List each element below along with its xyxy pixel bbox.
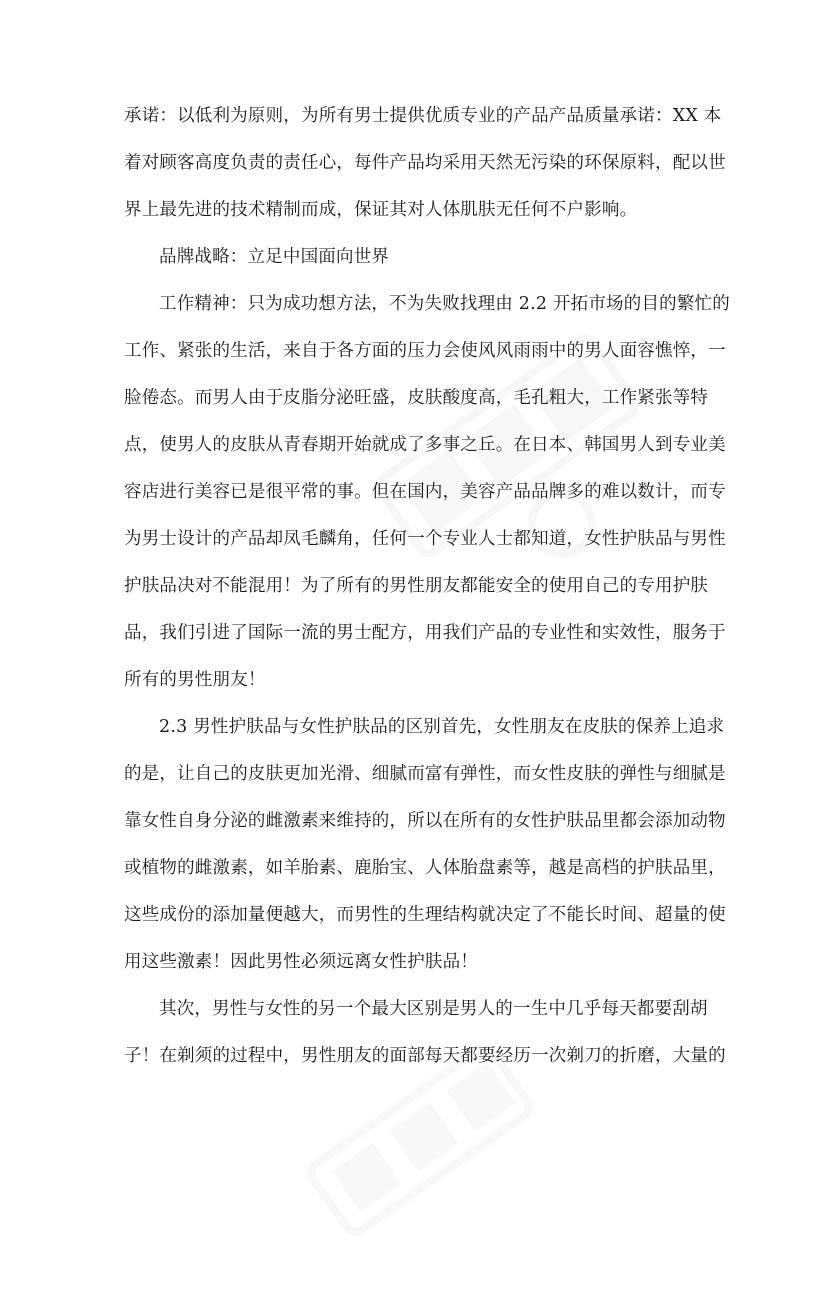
text-line: 工作、紧张的生活，来自于各方面的压力会使风风雨雨中的男人面容憔悴，一 [124, 341, 726, 361]
text-line: 品牌战略：立足中国面向世界 [159, 247, 390, 267]
text-line: 着对顾客高度负责的责任心，每件产品均采用天然无污染的环保原料，配以世 [124, 153, 726, 173]
text-line: 品，我们引进了国际一流的男士配方，用我们产品的专业性和实效性，服务于 [124, 623, 726, 643]
watermark-logo-bottom [264, 989, 575, 1290]
text-line: 点，使男人的皮肤从青春期开始就成了多事之丘。在日本、韩国男人到专业美 [124, 435, 726, 455]
text-line: 为男士设计的产品却凤毛麟角，任何一个专业人士都知道，女性护肤品与男性 [124, 529, 726, 549]
text-line: 用这些激素！因此男性必须远离女性护肤品！ [124, 952, 478, 972]
text-line: 2.3 男性护肤品与女性护肤品的区别首先，女性朋友在皮肤的保养上追求 [159, 717, 725, 737]
text-line: 这些成份的添加量便越大，而男性的生理结构就决定了不能长时间、超量的使 [124, 905, 726, 925]
text-line: 容店进行美容已是很平常的事。但在国内，美容产品品牌多的难以数计，而专 [124, 482, 726, 502]
text-line: 所有的男性朋友！ [124, 670, 266, 690]
text-line: 护肤品决对不能混用！为了所有的男性朋友都能安全的使用自己的专用护肤 [124, 576, 709, 596]
text-line: 子！在剃须的过程中，男性朋友的面部每天都要经历一次剃刀的折磨，大量的 [124, 1046, 726, 1066]
text-line: 或植物的雌激素，如羊胎素、鹿胎宝、人体胎盘素等，越是高档的护肤品里， [124, 858, 726, 878]
text-line: 靠女性自身分泌的雌激素来维持的，所以在所有的女性护肤品里都会添加动物 [124, 811, 726, 831]
text-line: 界上最先进的技术精制而成，保证其对人体肌肤无任何不户影响。 [124, 200, 638, 220]
text-line: 的是，让自己的皮肤更加光滑、细腻而富有弹性，而女性皮肤的弹性与细腻是 [124, 764, 726, 784]
text-line: 脸倦态。而男人由于皮脂分泌旺盛，皮肤酸度高，毛孔粗大，工作紧张等特 [124, 388, 709, 408]
text-line: 工作精神：只为成功想方法，不为失败找理由 2.2 开拓市场的目的繁忙的 [159, 294, 730, 314]
text-line: 承诺：以低利为原则，为所有男士提供优质专业的产品产品质量承诺：XX 本 [124, 106, 722, 126]
text-line: 其次，男性与女性的另一个最大区别是男人的一生中几乎每天都要刮胡 [159, 999, 708, 1019]
